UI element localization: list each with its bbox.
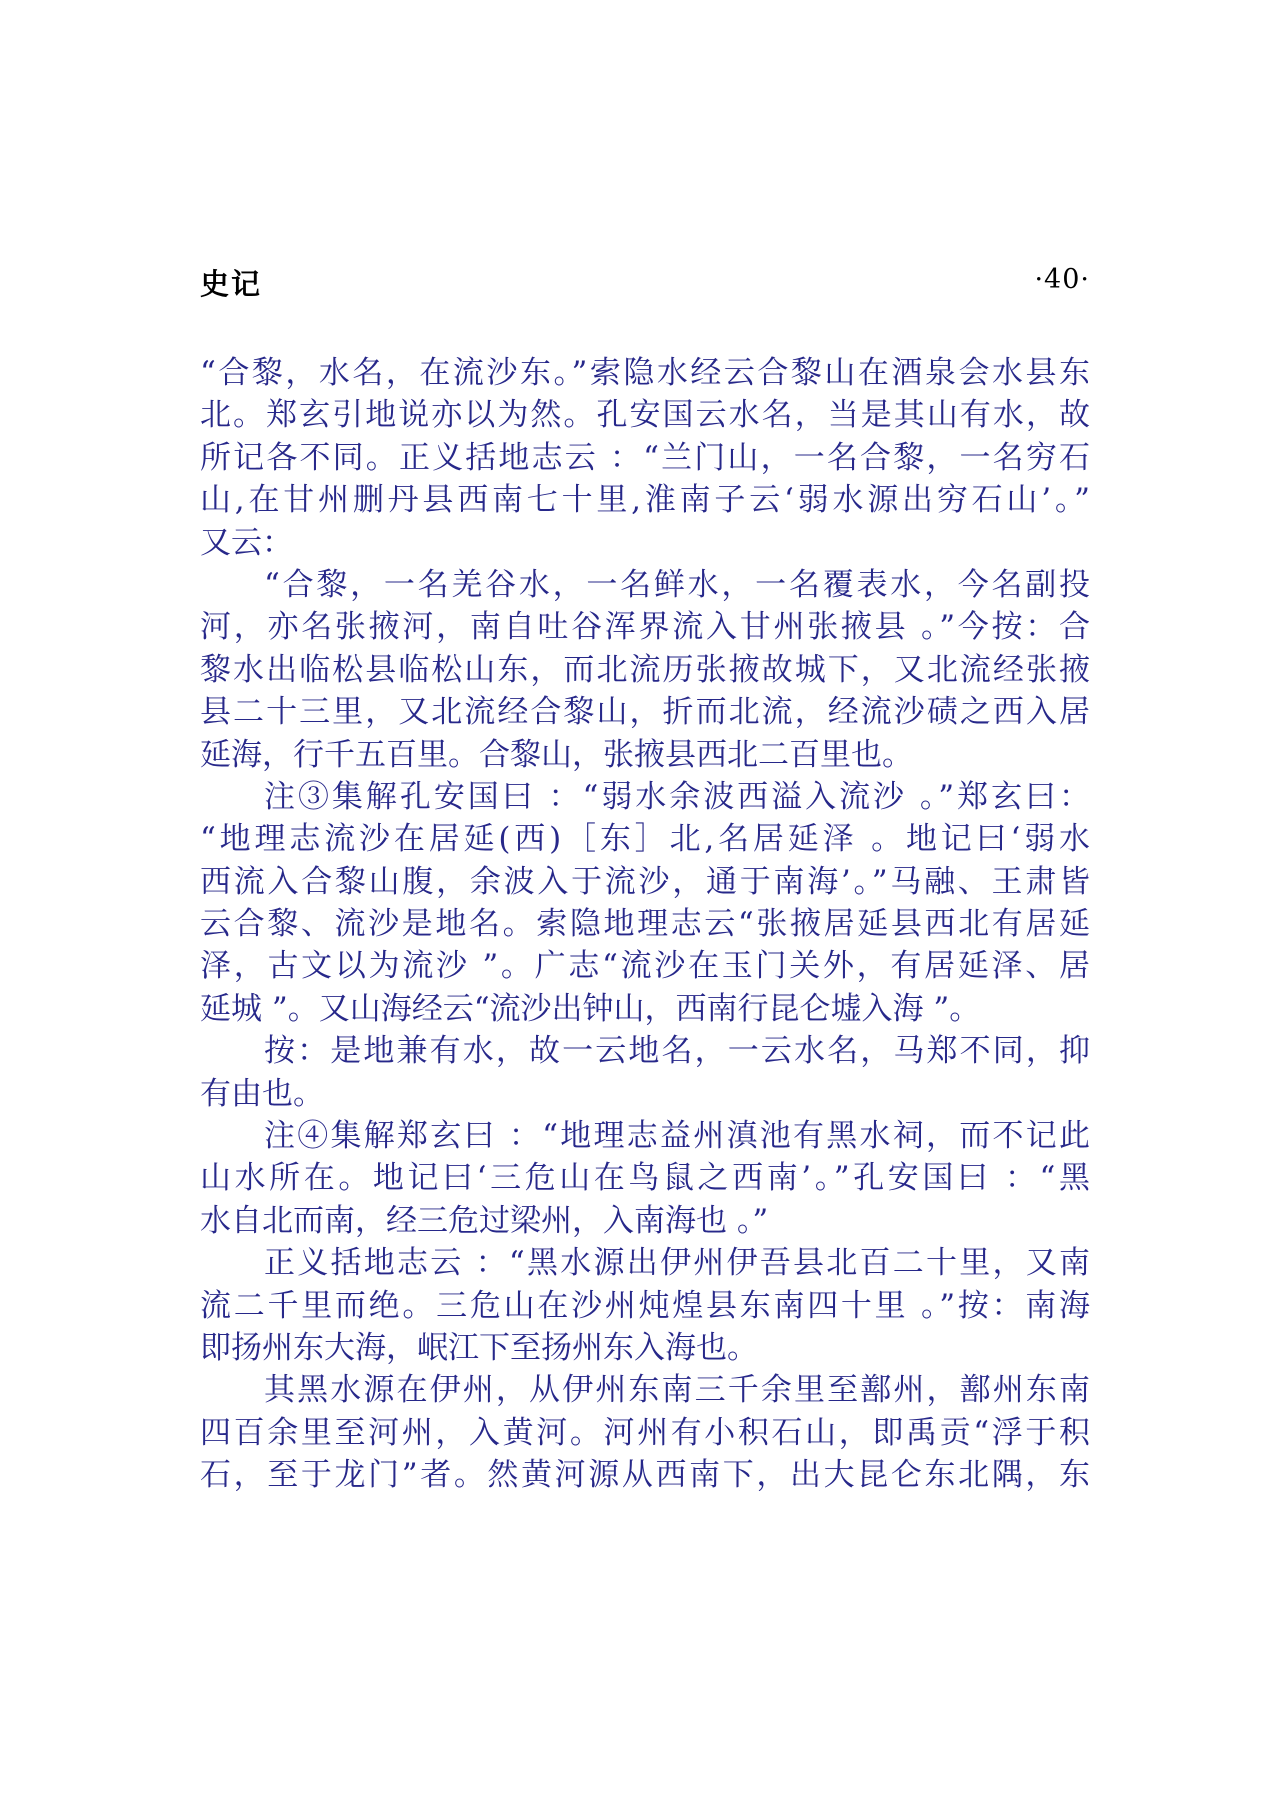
text-line: 河，亦名张掖河，南自吐谷浑界流入甘州张掖县 。”今按：合 <box>200 609 1090 646</box>
body-text <box>200 352 1090 1497</box>
text-line: 山水所在。地记曰‘三危山在鸟鼠之西南’。”孔安国曰 ：“黑 <box>200 1160 1090 1197</box>
page-number: ·40· <box>1034 264 1090 295</box>
text-line: 西流入合黎山腹，余波入于流沙，通于南海’。”马融、王肃皆 <box>200 863 1090 900</box>
text-line: 流二千里而绝。三危山在沙州炖煌县东南四十里 。”按：南海 <box>200 1287 1090 1324</box>
text-line: 有由也。 <box>200 1075 324 1112</box>
text-line: 泽，古文以为流沙 ”。广志“流沙在玉门关外，有居延泽、居 <box>200 948 1090 985</box>
text-line: 其黑水源在伊州，从伊州东南三千余里至鄯州，鄯州东南 <box>264 1372 1090 1409</box>
text-line: 县二十三里，又北流经合黎山，折而北流，经流沙碛之西入居 <box>200 694 1090 731</box>
text-line: 水自北而南，经三危过梁州，入南海也 。” <box>200 1202 769 1239</box>
text-line: “地理志流沙在居延(西)［东］北,名居延泽 。地记曰‘弱水 <box>200 821 1090 858</box>
text-line: 注④集解郑玄曰 ：“地理志益州滇池有黑水祠，而不记此 <box>264 1118 1090 1155</box>
book-title: 史记 <box>200 267 263 301</box>
text-line: 延城 ”。又山海经云“流沙出钟山，西南行昆仑墟入海 ”。 <box>200 990 981 1027</box>
text-line: “合黎，一名羌谷水，一名鲜水，一名覆表水，今名副投 <box>264 566 1090 603</box>
text-line: 黎水出临松县临松山东，而北流历张掖故城下，又北流经张掖 <box>200 651 1090 688</box>
text-line: 石，至于龙门”者。然黄河源从西南下，出大昆仑东北隅，东 <box>200 1457 1090 1494</box>
text-line: 正义括地志云 ：“黑水源出伊州伊吾县北百二十里，又南 <box>264 1245 1090 1282</box>
text-line: 按：是地兼有水，故一云地名，一云水名，马郑不同，抑 <box>264 1033 1090 1070</box>
text-line: 延海，行千五百里。合黎山，张掖县西北二百里也。 <box>200 736 913 773</box>
text-line: 山,在甘州删丹县西南七十里,淮南子云‘弱水源出穷石山’。” <box>200 482 1090 519</box>
text-line: 四百余里至河州，入黄河。河州有小积石山，即禹贡“浮于积 <box>200 1414 1090 1451</box>
text-line: 所记各不同。正义括地志云 ：“兰门山，一名合黎，一名穷石 <box>200 439 1090 476</box>
page-header <box>200 262 1090 312</box>
text-line: 即扬州东大海，岷江下至扬州东入海也。 <box>200 1329 758 1366</box>
text-line: “合黎，水名，在流沙东。”索隐水经云合黎山在酒泉会水县东 <box>200 355 1090 391</box>
text-line: 注③集解孔安国曰 ：“弱水余波西溢入流沙 。”郑玄曰： <box>264 778 1090 815</box>
text-line: 又云： <box>200 524 293 561</box>
text-line: 北。郑玄引地说亦以为然。孔安国云水名，当是其山有水，故 <box>200 397 1090 434</box>
text-line: 云合黎、流沙是地名。索隐地理志云“张掖居延县西北有居延 <box>200 906 1090 943</box>
